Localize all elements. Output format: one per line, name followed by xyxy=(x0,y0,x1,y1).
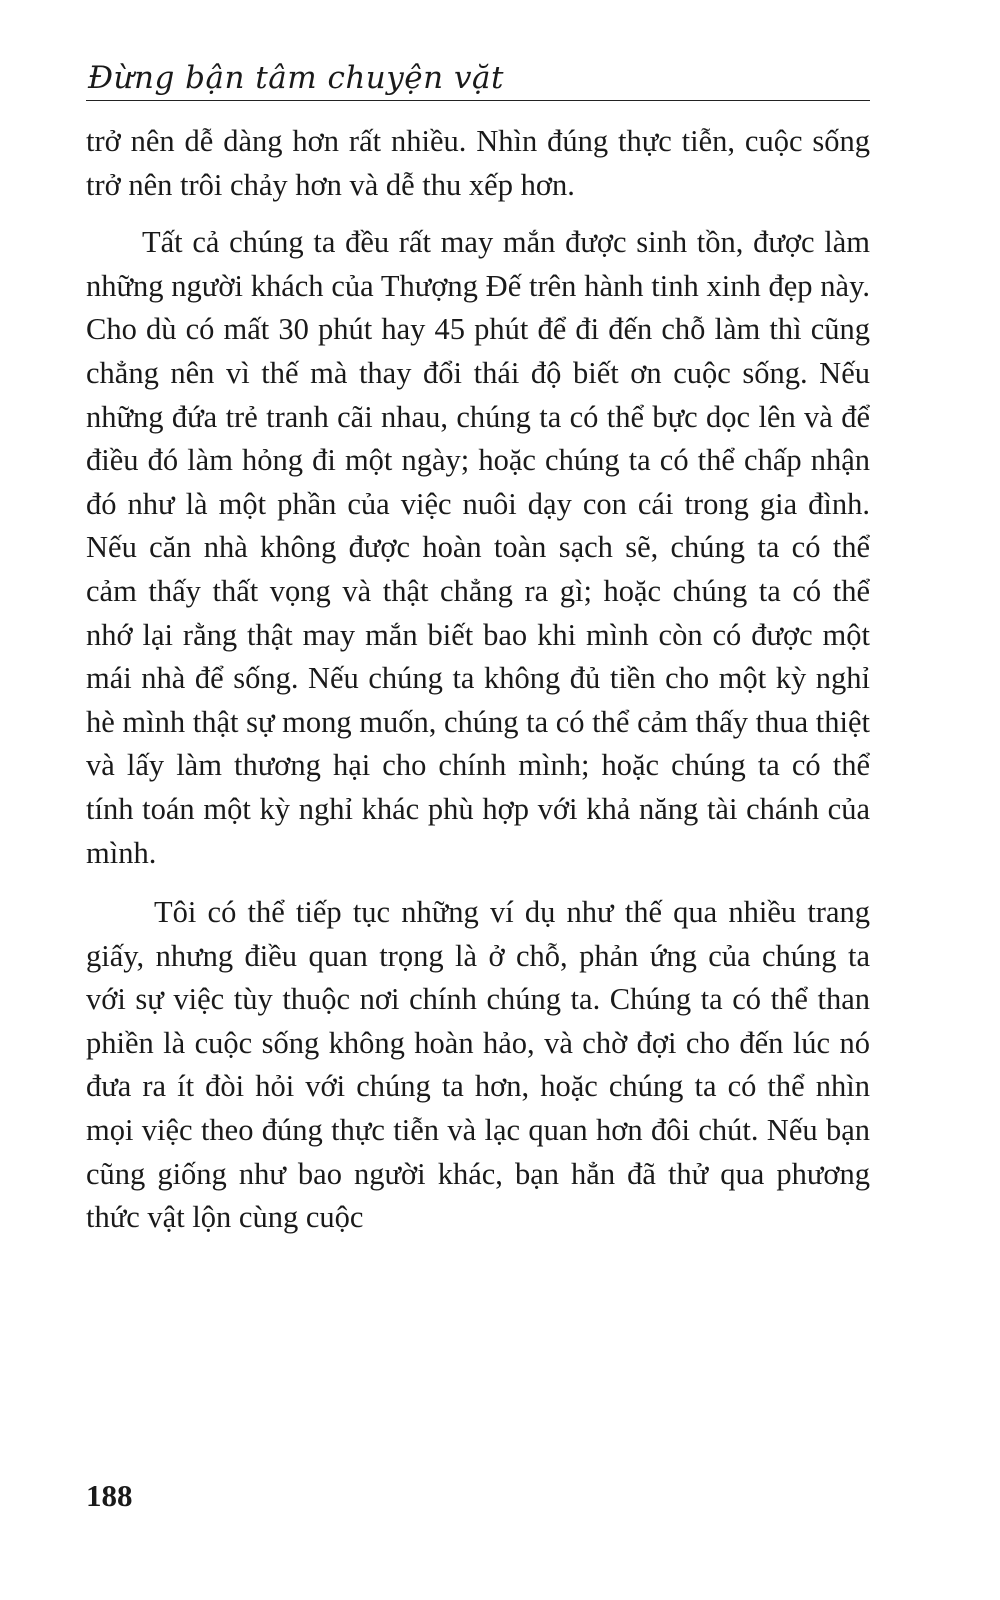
paragraph: Tôi có thể tiếp tục những ví dụ như thế qua nhiều trang giấy, nhưng điều quan trọng là ở chỗ, phản ứng của chúng ta với sự việc tùy thuộc nơi chính chúng ta. Chúng ta có thể than phiền là cuộc sống không hoàn hảo, và chờ đợi cho đến lúc nó đưa ra ít đòi hỏi với chúng ta hơn, hoặc chúng ta có thể nhìn mọi việc theo đúng thực tiễn và lạc quan hơn đôi chút. Nếu bạn cũng giống như bao người khác, bạn hẳn đã thử qua phương thức vật lộn cùng cuộc xyxy=(86,895,870,1235)
book-title: Đừng bận tâm chuyện vặt xyxy=(88,60,504,96)
running-header xyxy=(86,52,870,101)
paragraph-continuation: trở nên dễ dàng hơn rất nhiều. Nhìn đúng thực tiễn, cuộc sống trở nên trôi chảy hơn và dễ thu xếp hơn. xyxy=(86,124,870,202)
page-number: 188 xyxy=(86,1478,133,1513)
paragraph: Tất cả chúng ta đều rất may mắn được sinh tồn, được làm những người khách của Thượng Đế trên hành tinh xinh đẹp này. Cho dù có mất 30 phút hay 45 phút để đi đến chỗ làm thì cũng chẳng nên vì thế mà thay đổi thái độ biết ơn cuộc sống. Nếu những đứa trẻ tranh cãi nhau, chúng ta có thể bực dọc lên và để điều đó làm hỏng đi một ngày; hoặc chúng ta có thể chấp nhận đó như là một phần của việc nuôi dạy con cái trong gia đình. Nếu căn nhà không được hoàn toàn sạch sẽ, chúng ta có thể cảm thấy thất vọng và thật chẳng ra gì; hoặc chúng ta có thể nhớ lại rằng thật may mắn biết bao khi mình còn có được một mái nhà để sống. Nếu chúng ta không đủ tiền cho một kỳ nghỉ hè mình thật sự mong muốn, chúng ta có thể cảm thấy thua thiệt và lấy làm thương hại cho chính mình; hoặc chúng ta có thể tính toán một kỳ nghỉ khác phù hợp với khả năng tài chánh của mình. xyxy=(86,225,870,870)
page-body xyxy=(86,120,870,1240)
